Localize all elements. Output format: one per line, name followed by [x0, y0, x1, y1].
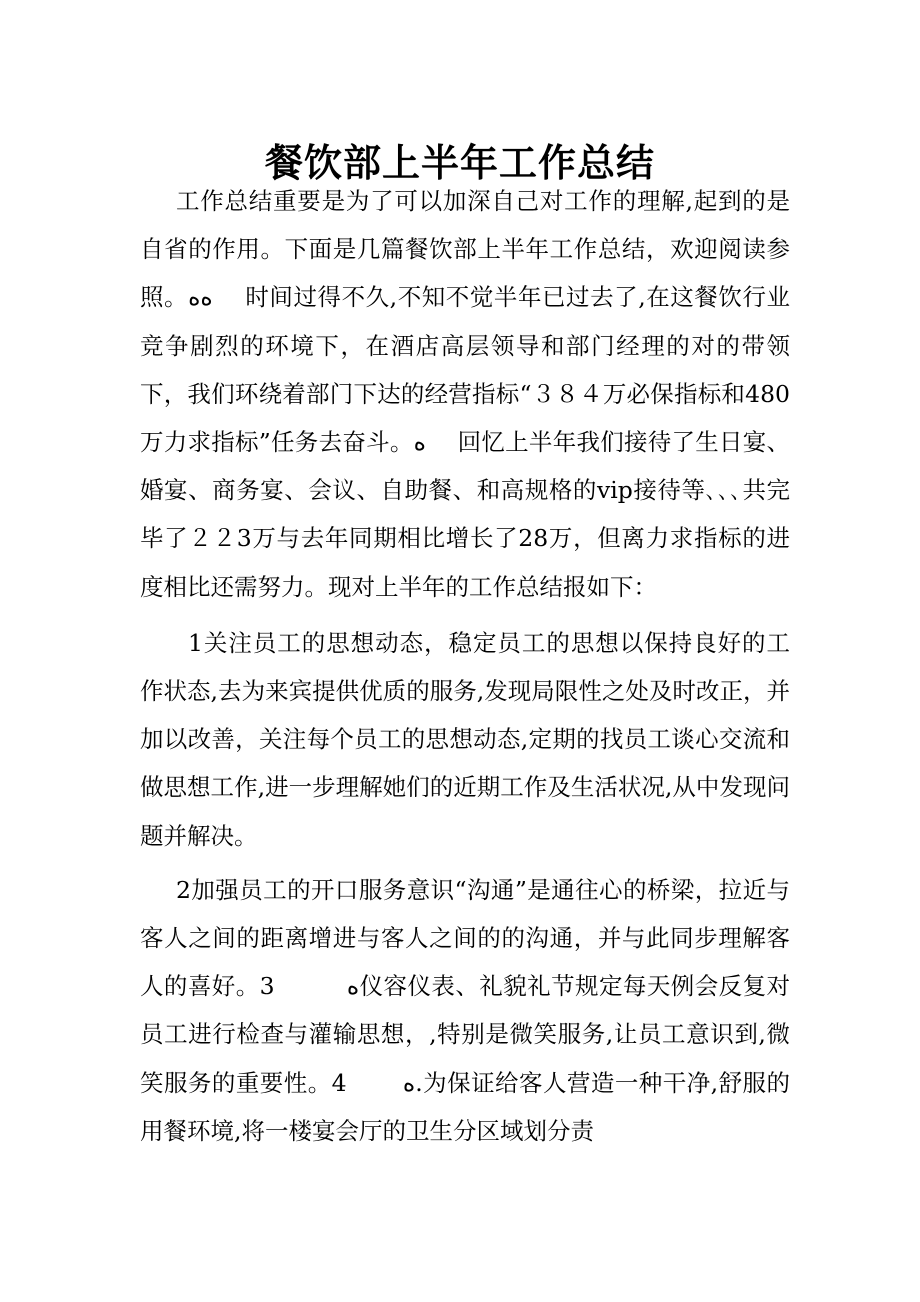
paragraph-intro: 工作总结重要是为了可以加深自己对工作的理解,起到的是自省的作用。下面是几篇餐饮部上半年工作总结，欢迎阅读参照。ﻩﻩ 时间过得不久,不知不觉半年已过去了,在这餐饮行业竞争剧烈的环境下，在酒店高层领导和部门经理的对的带领下，我们环绕着部门下达的经营指标“３８４万必保指标和480万力求指标”任务去奋斗。ﻩ 回忆上半年我们接待了生日宴、婚宴、商务宴、会议、自助餐、和高规格的vip接待等､､､共完毕了２２3万与去年同期相比增长了28万，但离力求指标的进度相比还需努力。现对上半年的工作总结报如下：	[140, 187, 790, 601]
paragraph-item-1: 1关注员工的思想动态，稳定员工的思想以保持良好的工作状态,去为来宾提供优质的服务,发现局限性之处及时改正，并加以改善，关注每个员工的思想动态,定期的找员工谈心交流和做思想工作,进一步理解她们的近期工作及生活状况,从中发现问题并解决。	[140, 628, 790, 850]
paragraph-item-2: 2加强员工的开口服务意识“沟通”是通往心的桥梁，拉近与客人之间的距离增进与客人之间的的沟通，并与此同步理解客人的喜好。3 ﻩ仪容仪表、礼貌礼节规定每天例会反复对员工进行检查与灌输思想，,特别是微笑服务,让员工意识到,微笑服务的重要性。4 ﻩ.为保证给客人营造一种干净,舒服的用餐环境,将一楼宴会厅的卫生分区域划分责	[140, 875, 791, 1145]
page-title: 餐饮部上半年工作总结	[264, 140, 655, 186]
document-body	[140, 177, 790, 1155]
